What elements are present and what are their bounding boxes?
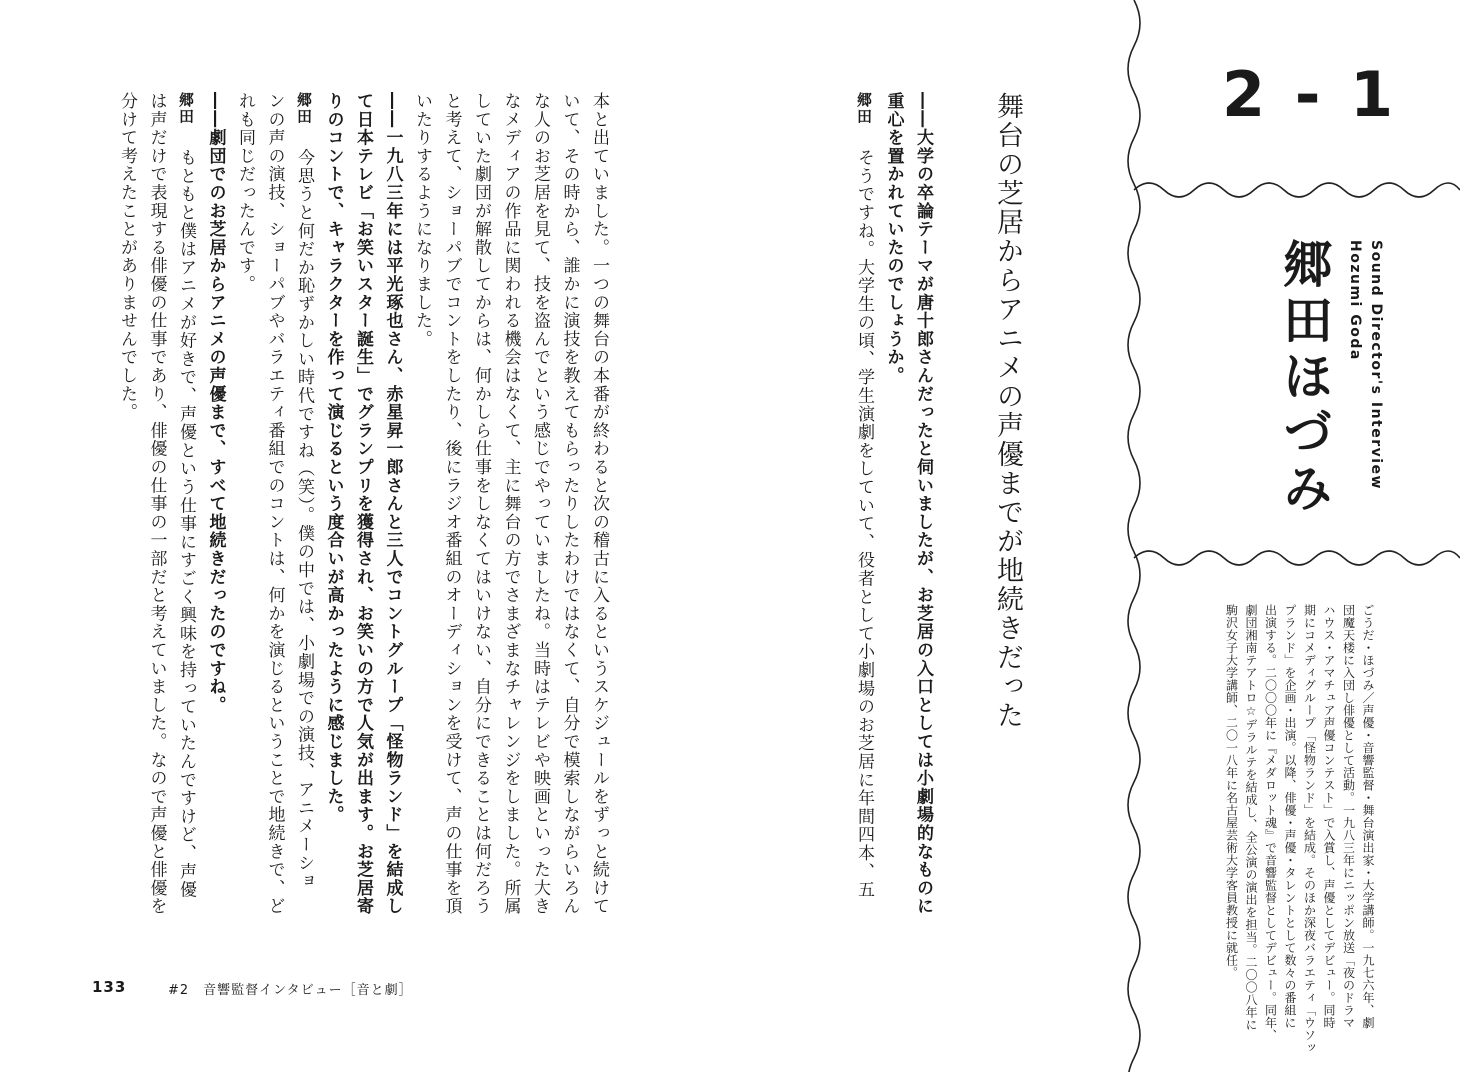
body-left-column: は声だけで表現する俳優の仕事であり、俳優の仕事の一部だと考えていました。なので声優と俳優を bbox=[146, 92, 167, 916]
body-left-column: なメディアの作品に関われる機会はなくて、主に舞台の方でさまざまなチャレンジをしました。所属 bbox=[500, 92, 521, 916]
body-right-column: 重心を置かれていたのでしょうか。 bbox=[883, 92, 904, 385]
body-left-column: ――劇団でのお芝居からアニメの声優まで、すべて地続きだったのですね。 bbox=[205, 92, 226, 715]
body-right-column bbox=[855, 92, 872, 899]
body-left-column bbox=[295, 92, 312, 890]
speaker-label: 郷田 bbox=[295, 92, 313, 125]
bio-line: 期にコメディグループ「怪物ランド」を結成。そのほか深夜バラエティ「ウソッ bbox=[1302, 604, 1317, 1054]
speaker-label: 郷田 bbox=[855, 92, 873, 125]
headline: 舞台の芝居からアニメの声優までが地続きだった bbox=[992, 92, 1023, 730]
bio-line: 出演する。二〇〇〇年に『メダロット魂』で音響監督としてデビュー。同年、 bbox=[1263, 604, 1278, 1042]
answer-text: もともと僕はアニメが好きで、声優という仕事にすごく興味を持っていたんですけど、声優 bbox=[176, 148, 196, 899]
body-left-column: と考えて、ショーパブでコントをしたり、後にラジオ番組のオーディションを受けて、声の仕事を頂 bbox=[441, 92, 462, 916]
answer-text: そうですね。大学生の頃、学生演劇をしていて、役者として小劇場のお芝居に年間四本、五 bbox=[854, 148, 874, 899]
english-label: Sound Director's Interview bbox=[1368, 240, 1384, 490]
answer-text: 今思うと何だか恥ずかしい時代ですね（笑）。僕の中では、小劇場での演技、アニメーショ bbox=[294, 148, 314, 891]
body-left-column: 本と出ていました。一つの舞台の本番が終わると次の稽古に入るというスケジュールをずっと続けて bbox=[589, 92, 609, 916]
chapter-number: 2 - 1 bbox=[1222, 58, 1398, 131]
bio-line: ハウス・アマチュア声優コンテスト」で入賞し、声優としてデビュー。同時 bbox=[1322, 604, 1336, 1029]
body-left-column: していた劇団が解散してからは、何かしら仕事をしなくてはいけない、自分にできることは何だろう bbox=[471, 92, 491, 916]
interviewee-name: 郷田ほづみ bbox=[1275, 238, 1333, 518]
body-right-column: ――大学の卒論テーマが唐十郎さんだったと伺いましたが、お芝居の入口としては小劇場的なものに bbox=[913, 92, 933, 916]
body-left-column: て日本テレビ「お笑いスター誕生」でグランプリを獲得され、お笑いの方で人気が出ます。お芝居寄 bbox=[353, 92, 373, 916]
body-left-column bbox=[177, 92, 194, 899]
english-name: Hozumi Goda bbox=[1347, 240, 1363, 361]
body-left-column: りのコントで、キャラクターを作って演じるという度合いが高かったように感じました。 bbox=[323, 92, 344, 824]
bio-line: 劇団湘南テアトロ☆デラルテを結成し、全公演の演出を担当。二〇〇八年に bbox=[1244, 604, 1258, 1031]
body-left-column: れも同じだったんです。 bbox=[235, 92, 255, 294]
bio-line: プランド」を企画・出演。以降、俳優・声優・タレントとして数々の番組に bbox=[1283, 604, 1297, 1029]
body-left-column: いたりするようになりました。 bbox=[412, 92, 432, 349]
body-left-column: な人のお芝居を見て、技を盗んでという感じでやっていましたね。当時はテレビや映画といった大き bbox=[530, 92, 550, 916]
bio-line: 団魔天楼に入団し俳優として活動。一九八三年にニッポン放送「夜のドラマ bbox=[1341, 604, 1356, 1029]
body-left-column: ――一九八三年には平光琢也さん、赤星昇一郎さんと三人でコントグループ「怪物ランド」を結成し bbox=[382, 92, 403, 916]
running-footer: #2 音響監督インタビュー［音と劇］ bbox=[168, 983, 413, 998]
body-left-column: いて、その時から、誰かに演技を教えてもらったりしたわけではなくて、自分で模索しながらいろん bbox=[559, 92, 580, 916]
bio-line: 駒沢女子大学講師、二〇一八年に名古屋芸術大学客員教授に就任。 bbox=[1224, 604, 1239, 979]
bio-line: ごうだ・ほづみ／声優・音響監督・舞台演出家・大学講師。一九七六年、劇 bbox=[1361, 604, 1375, 1029]
speaker-label: 郷田 bbox=[177, 92, 195, 125]
body-left-column: 分けて考えたことがありませんでした。 bbox=[117, 92, 137, 422]
page-number: 133 bbox=[92, 978, 127, 996]
body-left-column: ンの声の演技、ショーパブやバラエティ番組でのコントは、何かを演じるということで地続きで、ど bbox=[264, 92, 285, 916]
